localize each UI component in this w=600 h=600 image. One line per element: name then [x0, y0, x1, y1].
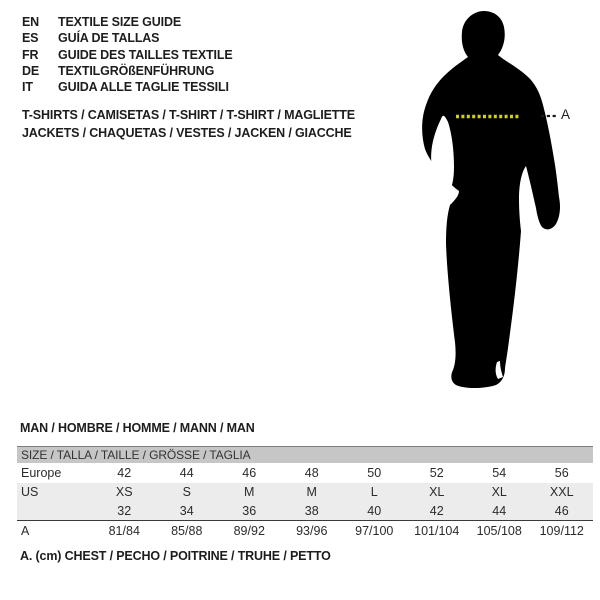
size-cell: 81/84	[93, 521, 156, 542]
size-table-header: SIZE / TALLA / TAILLE / GRÖSSE / TAGLIA	[17, 447, 593, 464]
size-cell: S	[156, 483, 219, 501]
size-cell: L	[343, 483, 406, 501]
table-row-us-numeric	[17, 501, 593, 521]
garment-line-tshirts: T-SHIRTS / CAMISETAS / T-SHIRT / T-SHIRT / MAGLIETTE	[22, 108, 355, 122]
size-cell: 85/88	[156, 521, 219, 542]
size-cell: 105/108	[468, 521, 531, 542]
language-code: ES	[22, 31, 39, 46]
size-cell: 109/112	[531, 521, 594, 542]
table-row-chest-cm	[17, 521, 593, 542]
size-cell: 48	[304, 466, 319, 480]
row-label: US	[17, 483, 93, 501]
size-cell: M	[218, 483, 281, 501]
language-title: GUÍA DE TALLAS	[58, 31, 160, 46]
language-code: FR	[22, 47, 39, 62]
size-cell: 50	[367, 466, 382, 480]
size-cell: 42	[117, 466, 132, 480]
size-cell: 44	[179, 466, 194, 480]
table-row-us	[17, 483, 593, 501]
row-label: Europe	[21, 466, 62, 480]
man-silhouette	[422, 11, 560, 388]
size-cell: 46	[242, 466, 257, 480]
size-cell: 38	[281, 501, 344, 521]
size-cell: 44	[468, 501, 531, 521]
language-title: TEXTILGRÖßENFÜHRUNG	[58, 64, 215, 79]
size-cell: 93/96	[281, 521, 344, 542]
size-cell: 36	[218, 501, 281, 521]
size-cell: XL	[406, 483, 469, 501]
size-cell: XXL	[531, 483, 594, 501]
size-cell: XL	[468, 483, 531, 501]
row-label	[17, 501, 93, 521]
size-cell: 52	[429, 466, 444, 480]
size-cell: XS	[93, 483, 156, 501]
row-label: A	[17, 521, 93, 542]
size-cell: 40	[343, 501, 406, 521]
size-cell: 56	[554, 466, 569, 480]
measurement-label-a: A	[561, 107, 571, 122]
size-cell: 97/100	[343, 521, 406, 542]
chest-footnote: A. (cm) CHEST / PECHO / POITRINE / TRUHE / PETTO	[20, 549, 331, 563]
size-cell: 42	[406, 501, 469, 521]
language-code: IT	[22, 80, 33, 95]
garment-line-jackets: JACKETS / CHAQUETAS / VESTES / JACKEN / GIACCHE	[22, 125, 352, 140]
size-cell: 101/104	[406, 521, 469, 542]
size-cell: 32	[93, 501, 156, 521]
table-row-europe	[17, 463, 593, 483]
size-cell: M	[281, 483, 344, 501]
size-table-header-row	[17, 447, 593, 464]
size-cell: 54	[492, 466, 507, 480]
size-cell: 46	[531, 501, 594, 521]
language-title: GUIDA ALLE TAGLIE TESSILI	[58, 80, 229, 95]
language-title: GUIDE DES TAILLES TEXTILE	[58, 47, 233, 62]
language-title: TEXTILE SIZE GUIDE	[58, 15, 182, 30]
size-table	[17, 446, 593, 541]
language-code: DE	[22, 64, 40, 79]
section-title-man: MAN / HOMBRE / HOMME / MANN / MAN	[20, 421, 255, 435]
language-code: EN	[22, 15, 40, 30]
size-cell: 34	[156, 501, 219, 521]
size-cell: 89/92	[218, 521, 281, 542]
